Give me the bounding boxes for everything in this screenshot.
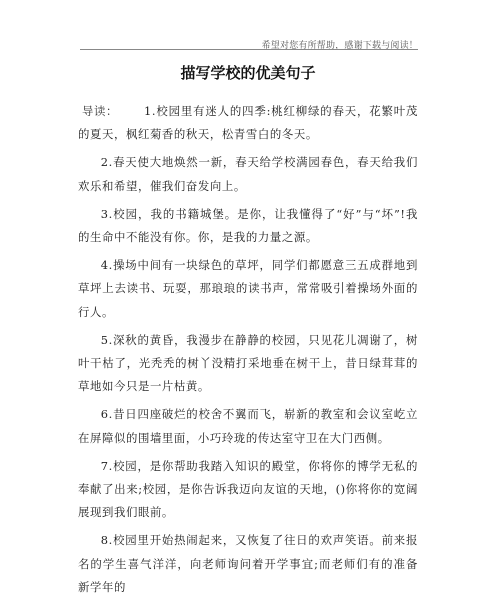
paragraph-1 — [78, 100, 418, 146]
paragraph-8: 8.校园里开始热闹起来，又恢复了往日的欢声笑语。前来报名的学生喜气洋洋，向老师询问着开学事宜;而老师们有的准备新学年的 — [78, 533, 418, 594]
paragraph-text: 1.校园里有迷人的四季:桃红柳绿的春天，花繁叶茂的夏天，枫红菊香的秋天，松青雪白的冬天。 — [78, 104, 418, 142]
document-body — [78, 100, 418, 604]
lead-label: 导读： — [82, 104, 118, 118]
paragraph-2: 2.春天使大地焕然一新，春天给学校满园春色，春天给我们欢乐和希望，催我们奋发向上。 — [78, 155, 418, 193]
header-note: 希望对您有所帮助，感谢下载与阅读！ — [261, 41, 418, 51]
paragraph-3: 3.校园，我的书籍城堡。是你，让我懂得了“好”与“坏”!我的生命中不能没有你。你，是我的力量之源。 — [78, 206, 418, 245]
paragraph-4: 4.操场中间有一块绿色的草坪，同学们都愿意三五成群地到草坪上去读书、玩耍，那琅琅的读书声，常常吸引着操场外面的行人。 — [78, 258, 418, 319]
paragraph-6: 6.昔日四座破烂的校舍不翼而飞，崭新的教室和会议室屹立在屏障似的围墙里面，小巧玲珑的传达室守卫在大门西侧。 — [78, 407, 418, 445]
paragraph-5: 5.深秋的黄昏，我漫步在静静的校园，只见花儿凋谢了，树叶干枯了，光秃秃的树丫没精打采地垂在树干上，昔日绿茸茸的草地如今只是一片枯黄。 — [78, 332, 418, 394]
paragraph-7: 7.校园，是你帮助我踏入知识的殿堂，你将你的博学无私的奉献了出来;校园，是你告诉我迈向友谊的天地，()你将你的宽阔展现到我们眼前。 — [78, 458, 418, 520]
document-title: 描写学校的优美句子 — [180, 64, 316, 82]
header-divider — [80, 49, 418, 50]
